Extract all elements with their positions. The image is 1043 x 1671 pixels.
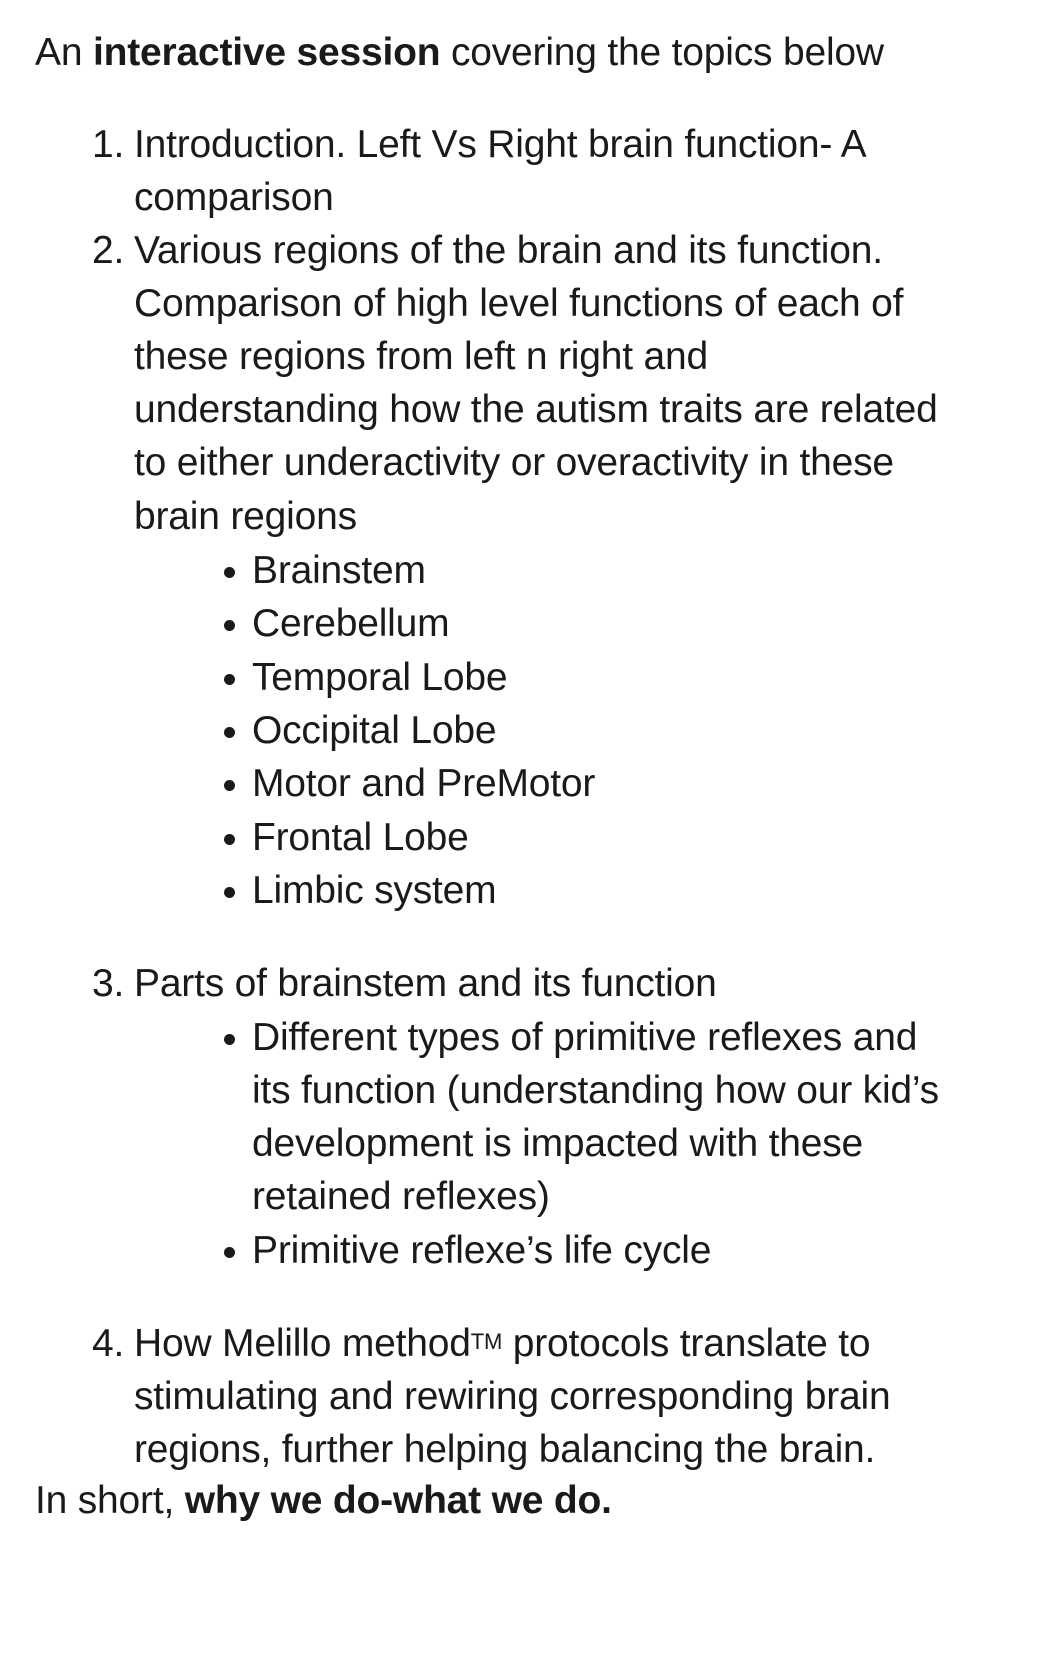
intro-prefix: An <box>35 31 93 74</box>
bullet-icon <box>224 727 235 738</box>
bullet-icon <box>224 1247 235 1258</box>
item-4-line-1-text: How Melillo method <box>134 1322 471 1365</box>
intro-bold: interactive session <box>92 31 441 74</box>
intro-suffix: covering the topics below <box>440 31 884 74</box>
bullet-reflexes-line-2: its function (understanding how our kid’s <box>252 1069 939 1112</box>
closing-bold: why we do-what we do. <box>184 1479 612 1522</box>
item-1-number: 1. <box>92 123 125 166</box>
bullet-icon <box>224 834 235 845</box>
item-2-line-4: understanding how the autism traits are related <box>134 388 938 431</box>
bullet-icon <box>224 674 235 685</box>
bullet-icon <box>224 620 235 631</box>
bullet-limbic-system: Limbic system <box>252 869 497 912</box>
item-4-line-3: regions, further helping balancing the brain. <box>134 1428 876 1471</box>
bullet-occipital-lobe: Occipital Lobe <box>252 709 497 752</box>
bullet-temporal-lobe: Temporal Lobe <box>252 656 508 699</box>
closing-line <box>35 1478 612 1524</box>
bullet-icon <box>224 1034 235 1045</box>
item-3-number: 3. <box>92 962 125 1005</box>
bullet-icon <box>224 887 235 898</box>
bullet-cerebellum: Cerebellum <box>252 602 450 645</box>
bullet-frontal-lobe: Frontal Lobe <box>252 816 469 859</box>
item-2-line-1: Various regions of the brain and its function. <box>134 229 883 272</box>
bullet-reflexes-line-3: development is impacted with these <box>252 1122 864 1165</box>
intro-line <box>35 30 884 76</box>
item-2-line-3: these regions from left n right and <box>134 335 708 378</box>
item-1-line-2: comparison <box>134 176 334 219</box>
item-4-line-1 <box>134 1321 870 1367</box>
item-4-line-2: stimulating and rewiring corresponding brain <box>134 1375 891 1418</box>
item-4-line-1-rest: protocols translate to <box>502 1322 871 1365</box>
item-2-number: 2. <box>92 229 125 272</box>
trademark-mark: TM <box>470 1329 503 1354</box>
item-2-line-5: to either underactivity or overactivity in these <box>134 441 894 484</box>
item-1-line-1: Introduction. Left Vs Right brain function- A <box>134 123 867 166</box>
item-4-number: 4. <box>92 1322 125 1365</box>
bullet-motor-premotor: Motor and PreMotor <box>252 762 596 805</box>
bullet-reflexes-line-1: Different types of primitive reflexes and <box>252 1016 918 1059</box>
bullet-icon <box>224 780 235 791</box>
closing-prefix: In short, <box>35 1479 185 1522</box>
bullet-icon <box>224 567 235 578</box>
bullet-brainstem: Brainstem <box>252 549 426 592</box>
bullet-life-cycle: Primitive reflexe’s life cycle <box>252 1229 712 1272</box>
item-2-line-6: brain regions <box>134 495 357 538</box>
item-2-line-2: Comparison of high level functions of each of <box>134 282 904 325</box>
item-3-line-1: Parts of brainstem and its function <box>134 962 717 1005</box>
bullet-reflexes-line-4: retained reflexes) <box>252 1175 550 1218</box>
